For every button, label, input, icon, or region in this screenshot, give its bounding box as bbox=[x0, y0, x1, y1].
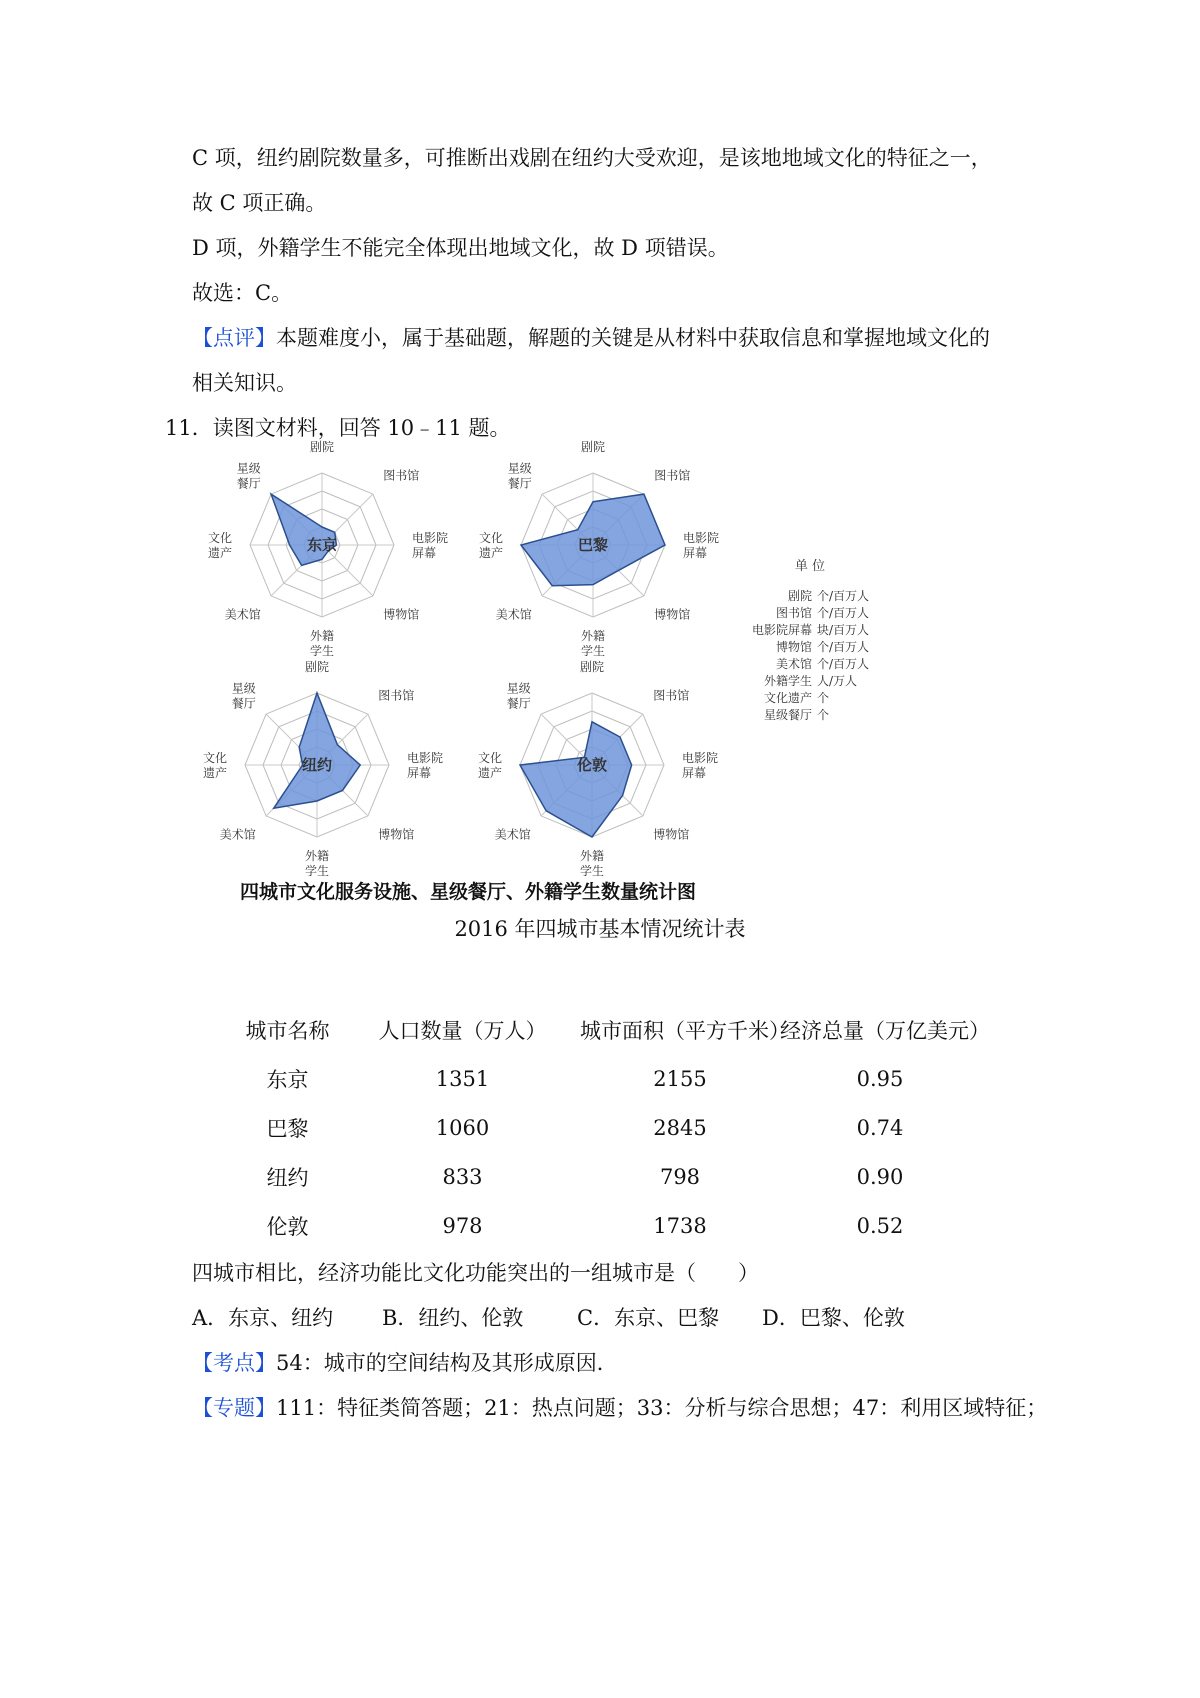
radar-axis-label: 文化遗产 bbox=[202, 751, 227, 780]
kaodian-tag: 【考点】 bbox=[192, 1351, 276, 1375]
kaodian-line bbox=[192, 1348, 618, 1378]
unit-legend-unit: 人/万人 bbox=[817, 674, 858, 688]
radar-area-0 bbox=[271, 494, 336, 565]
table-cell: 0.95 bbox=[856, 1066, 904, 1091]
option-d: D．巴黎、伦敦 bbox=[762, 1306, 905, 1330]
table-cell: 2845 bbox=[653, 1115, 707, 1140]
option-a: A．东京、纽约 bbox=[192, 1306, 334, 1330]
figure-caption: 四城市文化服务设施、星级餐厅、外籍学生数量统计图 bbox=[240, 881, 697, 903]
radar-city-label: 纽约 bbox=[301, 756, 333, 774]
radar-axis-label: 博物馆 bbox=[378, 827, 415, 842]
option-b: B．纽约、伦敦 bbox=[382, 1306, 524, 1330]
unit-legend-unit: 块/百万人 bbox=[817, 623, 870, 637]
radar-axis-label: 外籍学生 bbox=[309, 629, 335, 658]
radar-axis-label: 美术馆 bbox=[219, 827, 256, 842]
radar-axis-label: 剧院 bbox=[580, 440, 606, 454]
table-cell: 伦敦 bbox=[266, 1214, 309, 1239]
comment-line bbox=[192, 323, 990, 353]
kaodian-text: 54：城市的空间结构及其形成原因． bbox=[276, 1351, 618, 1375]
zhuanti-text: 111：特征类简答题；21：热点问题；33：分析与综合思想；47：利用区域特征； bbox=[276, 1396, 1048, 1420]
explanation-line-d: D 项，外籍学生不能完全体现出地域文化，故 D 项错误。 bbox=[192, 236, 729, 260]
table-cell: 978 bbox=[442, 1213, 483, 1238]
radar-axis-label: 文化遗产 bbox=[207, 531, 232, 560]
radar-axis-label: 星级餐厅 bbox=[507, 461, 532, 491]
table-header: 城市面积（平方千米） bbox=[580, 1018, 790, 1043]
radar-axis-label: 星级餐厅 bbox=[506, 681, 531, 711]
radar-charts-svg bbox=[200, 440, 920, 905]
radar-axis-label: 博物馆 bbox=[653, 827, 690, 842]
option-c: C．东京、巴黎 bbox=[577, 1306, 720, 1330]
unit-legend-item: 外籍学生 bbox=[763, 674, 812, 688]
radar-axis-label: 美术馆 bbox=[495, 607, 532, 622]
radar-axis-label: 图书馆 bbox=[378, 688, 415, 703]
comment-line-cont: 相关知识。 bbox=[192, 371, 297, 395]
radar-axis-label: 图书馆 bbox=[653, 688, 690, 703]
radar-axis-label: 文化遗产 bbox=[478, 531, 503, 560]
table-cell: 1738 bbox=[653, 1213, 707, 1238]
radar-city-label: 巴黎 bbox=[577, 536, 609, 554]
radar-axis-label: 图书馆 bbox=[383, 468, 420, 483]
unit-legend-item: 美术馆 bbox=[775, 657, 812, 671]
radar-city-label: 东京 bbox=[306, 536, 338, 554]
explanation-line-c-cont: 故 C 项正确。 bbox=[192, 191, 327, 215]
unit-legend-item: 电影院屏幕 bbox=[751, 623, 812, 637]
radar-axis-label: 图书馆 bbox=[654, 468, 691, 483]
radar-axis-label: 外籍学生 bbox=[304, 849, 330, 878]
table-cell: 833 bbox=[442, 1164, 483, 1189]
radar-axis-label: 外籍学生 bbox=[580, 629, 606, 658]
radar-axis-label: 星级餐厅 bbox=[231, 681, 256, 711]
table-row bbox=[230, 1152, 980, 1201]
unit-legend-item: 博物馆 bbox=[775, 640, 812, 654]
table-cell: 纽约 bbox=[266, 1165, 309, 1190]
unit-legend-unit: 个/百万人 bbox=[817, 589, 870, 603]
table-cell: 1060 bbox=[435, 1115, 490, 1140]
radar-city-label: 伦敦 bbox=[576, 756, 608, 774]
unit-legend-unit: 个 bbox=[817, 691, 830, 705]
comment-tag: 【点评】 bbox=[192, 326, 276, 350]
table-title: 2016 年四城市基本情况统计表 bbox=[454, 917, 746, 941]
table-cell: 0.52 bbox=[856, 1213, 904, 1238]
radar-axis-label: 剧院 bbox=[579, 660, 605, 674]
table-row bbox=[230, 1201, 980, 1250]
table-cell: 0.90 bbox=[856, 1164, 904, 1189]
unit-legend-item: 星级餐厅 bbox=[763, 708, 812, 722]
radar-axis-label: 电影院屏幕 bbox=[407, 751, 444, 780]
radar-axis-label: 外籍学生 bbox=[579, 849, 605, 878]
table-row bbox=[230, 1054, 980, 1103]
unit-legend-title: 单 位 bbox=[794, 559, 826, 574]
answer-line: 故选：C。 bbox=[192, 281, 293, 305]
radar-axis-label: 博物馆 bbox=[654, 607, 691, 622]
table-cell: 0.74 bbox=[856, 1115, 904, 1140]
table-header-row bbox=[230, 1005, 980, 1054]
radar-figure bbox=[200, 440, 920, 905]
unit-legend-unit: 个/百万人 bbox=[817, 606, 870, 620]
table-cell: 798 bbox=[659, 1164, 701, 1189]
unit-legend-unit: 个/百万人 bbox=[817, 657, 870, 671]
explanation-line-c: C 项，纽约剧院数量多，可推断出戏剧在纽约大受欢迎，是该地地域文化的特征之一， bbox=[192, 146, 992, 170]
radar-axis-label: 博物馆 bbox=[383, 607, 420, 622]
radar-area-3 bbox=[520, 722, 632, 837]
unit-legend-item: 剧院 bbox=[787, 589, 812, 603]
radar-axis-label: 美术馆 bbox=[494, 827, 531, 842]
question-stem: 四城市相比，经济功能比文化功能突出的一组城市是（ ） bbox=[192, 1261, 759, 1285]
table-header: 城市名称 bbox=[245, 1018, 330, 1043]
unit-legend-item: 文化遗产 bbox=[763, 691, 812, 705]
radar-axis-label: 文化遗产 bbox=[477, 751, 502, 780]
table-cell: 巴黎 bbox=[266, 1116, 309, 1141]
unit-legend-unit: 个/百万人 bbox=[817, 640, 870, 654]
zhuanti-line bbox=[192, 1393, 1047, 1423]
table-cell: 东京 bbox=[266, 1067, 309, 1092]
radar-axis-label: 剧院 bbox=[304, 660, 330, 674]
table-header: 经济总量（万亿美元） bbox=[780, 1018, 990, 1043]
comment-text: 本题难度小，属于基础题，解题的关键是从材料中获取信息和掌握地域文化的 bbox=[276, 326, 990, 350]
radar-axis-label: 电影院屏幕 bbox=[683, 531, 720, 560]
radar-axis-label: 星级餐厅 bbox=[236, 461, 261, 491]
table-row bbox=[230, 1103, 980, 1152]
zhuanti-tag: 【专题】 bbox=[192, 1396, 276, 1420]
table-header: 人口数量（万人） bbox=[378, 1018, 547, 1043]
question-heading: 11．读图文材料，回答 10﹣11 题。 bbox=[165, 416, 511, 440]
table-cell: 2155 bbox=[653, 1066, 707, 1091]
radar-axis-label: 电影院屏幕 bbox=[412, 531, 449, 560]
unit-legend-item: 图书馆 bbox=[775, 606, 812, 620]
radar-axis-label: 美术馆 bbox=[224, 607, 261, 622]
radar-axis-label: 电影院屏幕 bbox=[682, 751, 719, 780]
radar-axis-label: 剧院 bbox=[309, 440, 335, 454]
table-cell: 1351 bbox=[435, 1066, 490, 1091]
city-stats-table bbox=[230, 1005, 990, 1250]
unit-legend-unit: 个 bbox=[817, 708, 830, 722]
